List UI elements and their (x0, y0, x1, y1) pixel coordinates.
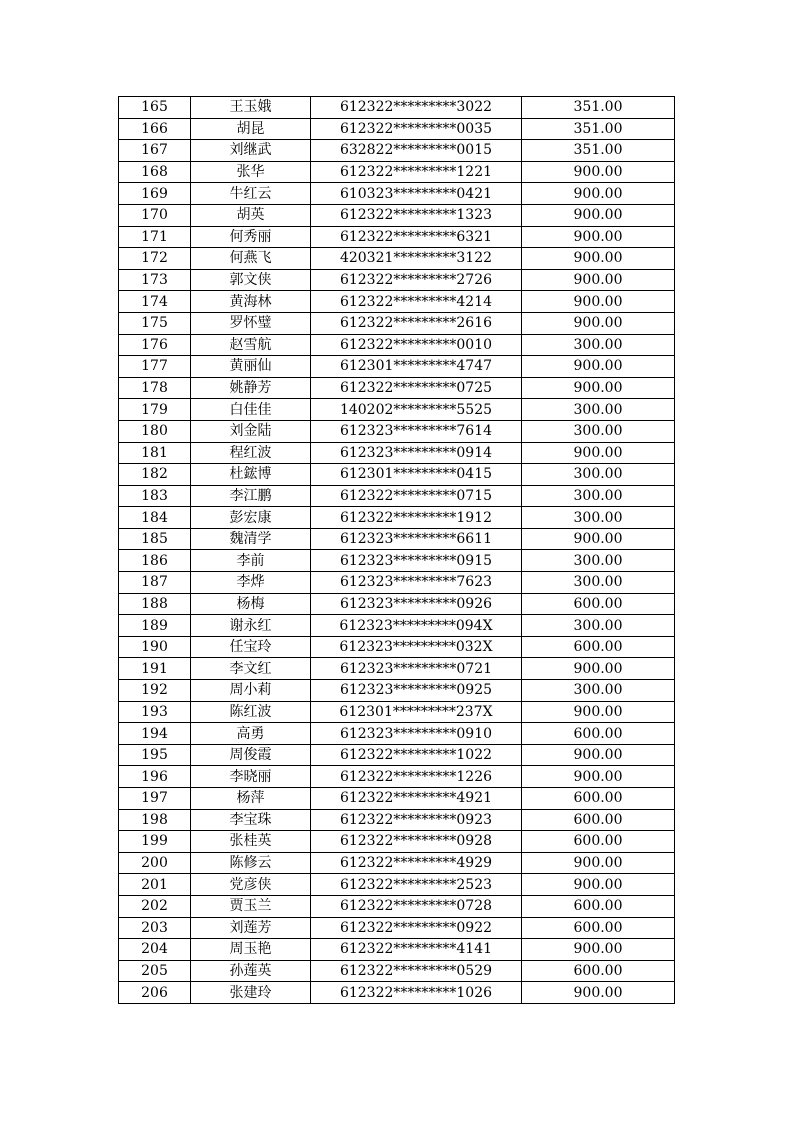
id-number-cell: 612323*********0925 (311, 680, 522, 702)
id-number-cell: 612323*********6611 (311, 528, 522, 550)
row-number-cell: 197 (119, 788, 191, 810)
table-row (119, 226, 675, 248)
table-row (119, 485, 675, 507)
row-number-cell: 165 (119, 97, 191, 119)
row-number-cell: 183 (119, 485, 191, 507)
row-number-cell: 166 (119, 118, 191, 140)
row-number-cell: 169 (119, 183, 191, 205)
row-number-cell: 201 (119, 874, 191, 896)
name-cell: 李烨 (191, 572, 311, 594)
name-cell: 杨萍 (191, 788, 311, 810)
document-page (118, 96, 675, 1004)
table-row (119, 917, 675, 939)
table-row (119, 334, 675, 356)
table-row (119, 766, 675, 788)
table-row (119, 464, 675, 486)
table-row (119, 960, 675, 982)
id-number-cell: 610323*********0421 (311, 183, 522, 205)
id-number-cell: 612322*********1022 (311, 744, 522, 766)
amount-cell: 900.00 (522, 291, 675, 313)
amount-cell: 351.00 (522, 140, 675, 162)
id-number-cell: 612323*********0910 (311, 723, 522, 745)
amount-cell: 300.00 (522, 680, 675, 702)
amount-cell: 900.00 (522, 528, 675, 550)
amount-cell: 600.00 (522, 788, 675, 810)
name-cell: 周小莉 (191, 680, 311, 702)
row-number-cell: 203 (119, 917, 191, 939)
amount-cell: 900.00 (522, 744, 675, 766)
table-row (119, 507, 675, 529)
amount-cell: 900.00 (522, 183, 675, 205)
row-number-cell: 190 (119, 636, 191, 658)
table-row (119, 788, 675, 810)
name-cell: 姚静芳 (191, 377, 311, 399)
row-number-cell: 171 (119, 226, 191, 248)
row-number-cell: 172 (119, 248, 191, 270)
amount-cell: 900.00 (522, 701, 675, 723)
amount-cell: 300.00 (522, 615, 675, 637)
name-cell: 刘金陆 (191, 420, 311, 442)
id-number-cell: 612301*********4747 (311, 356, 522, 378)
name-cell: 杜鋐博 (191, 464, 311, 486)
amount-cell: 300.00 (522, 420, 675, 442)
amount-cell: 600.00 (522, 593, 675, 615)
row-number-cell: 200 (119, 852, 191, 874)
row-number-cell: 192 (119, 680, 191, 702)
table-row (119, 442, 675, 464)
row-number-cell: 186 (119, 550, 191, 572)
id-number-cell: 612322*********4214 (311, 291, 522, 313)
id-number-cell: 612322*********0010 (311, 334, 522, 356)
id-number-cell: 612322*********1323 (311, 204, 522, 226)
table-row (119, 183, 675, 205)
id-number-cell: 612322*********0715 (311, 485, 522, 507)
name-cell: 党彦侠 (191, 874, 311, 896)
table-row (119, 874, 675, 896)
id-number-cell: 420321*********3122 (311, 248, 522, 270)
name-cell: 牛红云 (191, 183, 311, 205)
amount-cell: 900.00 (522, 658, 675, 680)
name-cell: 李文红 (191, 658, 311, 680)
name-cell: 罗怀璧 (191, 312, 311, 334)
row-number-cell: 173 (119, 269, 191, 291)
name-cell: 谢永红 (191, 615, 311, 637)
name-cell: 李晓丽 (191, 766, 311, 788)
row-number-cell: 174 (119, 291, 191, 313)
id-number-cell: 612322*********3022 (311, 97, 522, 119)
id-number-cell: 612323*********0915 (311, 550, 522, 572)
table-row (119, 291, 675, 313)
table-row (119, 744, 675, 766)
row-number-cell: 175 (119, 312, 191, 334)
row-number-cell: 179 (119, 399, 191, 421)
id-number-cell: 632822*********0015 (311, 140, 522, 162)
amount-cell: 600.00 (522, 831, 675, 853)
amount-cell: 900.00 (522, 312, 675, 334)
id-number-cell: 612323*********7623 (311, 572, 522, 594)
table-row (119, 97, 675, 119)
row-number-cell: 185 (119, 528, 191, 550)
table-row (119, 615, 675, 637)
name-cell: 程红波 (191, 442, 311, 464)
id-number-cell: 612301*********237X (311, 701, 522, 723)
amount-cell: 300.00 (522, 550, 675, 572)
id-number-cell: 612323*********7614 (311, 420, 522, 442)
row-number-cell: 189 (119, 615, 191, 637)
table-row (119, 572, 675, 594)
id-number-cell: 140202*********5525 (311, 399, 522, 421)
row-number-cell: 181 (119, 442, 191, 464)
amount-cell: 300.00 (522, 572, 675, 594)
name-cell: 黄海林 (191, 291, 311, 313)
name-cell: 黄丽仙 (191, 356, 311, 378)
id-number-cell: 612322*********0035 (311, 118, 522, 140)
table-row (119, 399, 675, 421)
row-number-cell: 206 (119, 982, 191, 1004)
row-number-cell: 196 (119, 766, 191, 788)
name-cell: 陈修云 (191, 852, 311, 874)
subsidy-table (118, 96, 675, 1004)
id-number-cell: 612322*********1221 (311, 161, 522, 183)
table-row (119, 248, 675, 270)
amount-cell: 600.00 (522, 809, 675, 831)
name-cell: 刘继武 (191, 140, 311, 162)
row-number-cell: 177 (119, 356, 191, 378)
name-cell: 魏清学 (191, 528, 311, 550)
row-number-cell: 170 (119, 204, 191, 226)
amount-cell: 900.00 (522, 269, 675, 291)
row-number-cell: 205 (119, 960, 191, 982)
id-number-cell: 612322*********2616 (311, 312, 522, 334)
table-row (119, 204, 675, 226)
name-cell: 任宝玲 (191, 636, 311, 658)
amount-cell: 900.00 (522, 356, 675, 378)
name-cell: 胡昆 (191, 118, 311, 140)
amount-cell: 900.00 (522, 377, 675, 399)
row-number-cell: 202 (119, 895, 191, 917)
name-cell: 周玉艳 (191, 939, 311, 961)
id-number-cell: 612323*********094X (311, 615, 522, 637)
amount-cell: 300.00 (522, 485, 675, 507)
id-number-cell: 612322*********0728 (311, 895, 522, 917)
table-row (119, 831, 675, 853)
row-number-cell: 195 (119, 744, 191, 766)
table-row (119, 701, 675, 723)
name-cell: 彭宏康 (191, 507, 311, 529)
table-row (119, 356, 675, 378)
row-number-cell: 180 (119, 420, 191, 442)
table-row (119, 161, 675, 183)
name-cell: 白佳佳 (191, 399, 311, 421)
id-number-cell: 612322*********0529 (311, 960, 522, 982)
table-row (119, 636, 675, 658)
name-cell: 李宝珠 (191, 809, 311, 831)
row-number-cell: 182 (119, 464, 191, 486)
amount-cell: 600.00 (522, 895, 675, 917)
name-cell: 孙莲英 (191, 960, 311, 982)
name-cell: 胡英 (191, 204, 311, 226)
name-cell: 陈红波 (191, 701, 311, 723)
table-row (119, 939, 675, 961)
id-number-cell: 612322*********0928 (311, 831, 522, 853)
id-number-cell: 612323*********032X (311, 636, 522, 658)
amount-cell: 351.00 (522, 118, 675, 140)
amount-cell: 300.00 (522, 334, 675, 356)
name-cell: 赵雪航 (191, 334, 311, 356)
name-cell: 贾玉兰 (191, 895, 311, 917)
table-row (119, 895, 675, 917)
row-number-cell: 198 (119, 809, 191, 831)
table-row (119, 550, 675, 572)
name-cell: 张华 (191, 161, 311, 183)
amount-cell: 300.00 (522, 507, 675, 529)
id-number-cell: 612322*********0923 (311, 809, 522, 831)
id-number-cell: 612322*********0922 (311, 917, 522, 939)
table-row (119, 377, 675, 399)
name-cell: 张桂英 (191, 831, 311, 853)
id-number-cell: 612323*********0926 (311, 593, 522, 615)
id-number-cell: 612322*********0725 (311, 377, 522, 399)
id-number-cell: 612322*********4921 (311, 788, 522, 810)
row-number-cell: 176 (119, 334, 191, 356)
id-number-cell: 612322*********2523 (311, 874, 522, 896)
row-number-cell: 204 (119, 939, 191, 961)
id-number-cell: 612322*********4141 (311, 939, 522, 961)
amount-cell: 900.00 (522, 204, 675, 226)
row-number-cell: 188 (119, 593, 191, 615)
table-row (119, 140, 675, 162)
row-number-cell: 168 (119, 161, 191, 183)
id-number-cell: 612323*********0914 (311, 442, 522, 464)
table-row (119, 680, 675, 702)
amount-cell: 300.00 (522, 464, 675, 486)
amount-cell: 600.00 (522, 917, 675, 939)
row-number-cell: 178 (119, 377, 191, 399)
id-number-cell: 612322*********1026 (311, 982, 522, 1004)
name-cell: 何秀丽 (191, 226, 311, 248)
id-number-cell: 612323*********0721 (311, 658, 522, 680)
row-number-cell: 199 (119, 831, 191, 853)
amount-cell: 900.00 (522, 874, 675, 896)
amount-cell: 900.00 (522, 226, 675, 248)
table-row (119, 312, 675, 334)
name-cell: 郭文侠 (191, 269, 311, 291)
amount-cell: 900.00 (522, 982, 675, 1004)
row-number-cell: 167 (119, 140, 191, 162)
name-cell: 刘莲芳 (191, 917, 311, 939)
name-cell: 何燕飞 (191, 248, 311, 270)
name-cell: 李前 (191, 550, 311, 572)
row-number-cell: 184 (119, 507, 191, 529)
name-cell: 杨梅 (191, 593, 311, 615)
table-row (119, 593, 675, 615)
table-row (119, 420, 675, 442)
amount-cell: 351.00 (522, 97, 675, 119)
id-number-cell: 612322*********2726 (311, 269, 522, 291)
row-number-cell: 187 (119, 572, 191, 594)
amount-cell: 900.00 (522, 852, 675, 874)
id-number-cell: 612322*********1912 (311, 507, 522, 529)
table-row (119, 118, 675, 140)
name-cell: 高勇 (191, 723, 311, 745)
amount-cell: 900.00 (522, 248, 675, 270)
id-number-cell: 612322*********4929 (311, 852, 522, 874)
name-cell: 李江鹏 (191, 485, 311, 507)
amount-cell: 300.00 (522, 399, 675, 421)
table-body (119, 97, 675, 1004)
table-row (119, 982, 675, 1004)
amount-cell: 900.00 (522, 442, 675, 464)
name-cell: 王玉娥 (191, 97, 311, 119)
id-number-cell: 612322*********1226 (311, 766, 522, 788)
amount-cell: 600.00 (522, 723, 675, 745)
table-row (119, 852, 675, 874)
amount-cell: 600.00 (522, 960, 675, 982)
row-number-cell: 193 (119, 701, 191, 723)
table-row (119, 658, 675, 680)
table-row (119, 809, 675, 831)
id-number-cell: 612301*********0415 (311, 464, 522, 486)
table-row (119, 269, 675, 291)
table-row (119, 723, 675, 745)
row-number-cell: 194 (119, 723, 191, 745)
amount-cell: 600.00 (522, 636, 675, 658)
table-row (119, 528, 675, 550)
amount-cell: 900.00 (522, 766, 675, 788)
row-number-cell: 191 (119, 658, 191, 680)
amount-cell: 900.00 (522, 161, 675, 183)
amount-cell: 900.00 (522, 939, 675, 961)
id-number-cell: 612322*********6321 (311, 226, 522, 248)
name-cell: 周俊霞 (191, 744, 311, 766)
name-cell: 张建玲 (191, 982, 311, 1004)
